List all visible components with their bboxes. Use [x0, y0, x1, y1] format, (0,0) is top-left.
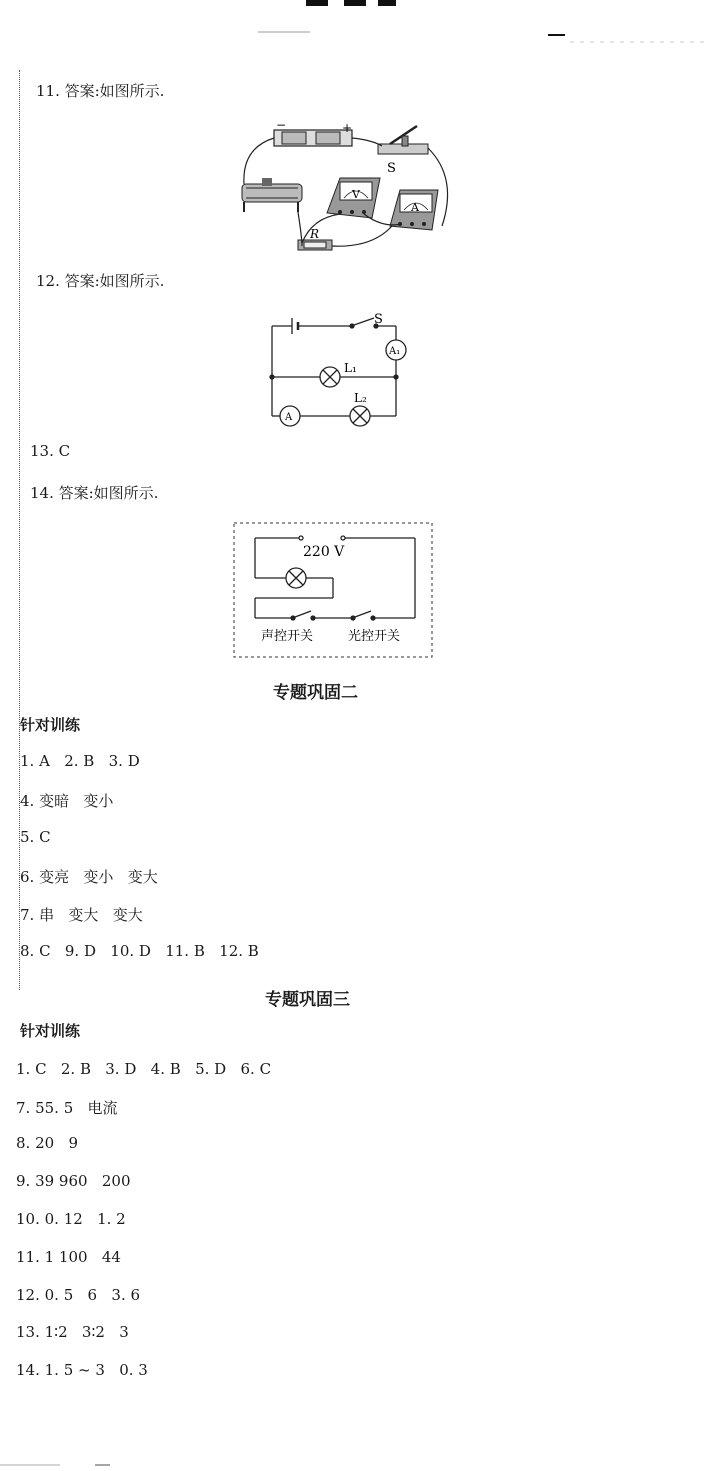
switch-s-label: S [374, 312, 383, 327]
section-2-line-3: 5. C [20, 828, 51, 846]
sound-switch-blade [295, 611, 311, 617]
ammeter-a-label: A [285, 412, 293, 423]
answer-12: 12. 答案:如图所示. [36, 272, 165, 290]
section-3-line-6: 11. 1 100 44 [16, 1248, 121, 1266]
section-3-line-9: 14. 1. 5 ~ 3 0. 3 [16, 1361, 148, 1379]
section-2-line-6: 8. C 9. D 10. D 11. B 12. B [20, 942, 259, 960]
knife-switch-icon [378, 126, 428, 154]
figure-11-circuit-apparatus [232, 118, 462, 260]
margin-dotted-line [19, 70, 20, 990]
battery-positive-label: + [342, 121, 353, 135]
page-top-scraps [0, 0, 717, 50]
light-switch-label: 光控开关 [348, 629, 401, 644]
switch-label: S [387, 161, 396, 176]
section-3-line-2: 7. 55. 5 电流 [16, 1099, 118, 1117]
lamp-l1-label: L₁ [344, 361, 357, 375]
lamp-l2-label: L₂ [354, 391, 367, 405]
section-2-line-1: 1. A 2. B 3. D [20, 752, 140, 770]
section-2-subtitle: 针对训练 [20, 716, 81, 734]
section-3-line-7: 12. 0. 5 6 3. 6 [16, 1286, 141, 1304]
section-3-title: 专题巩固三 [265, 990, 350, 1010]
figure-14-circuit-diagram [233, 522, 433, 660]
section-2-title: 专题巩固二 [273, 683, 358, 703]
light-switch-blade [355, 611, 371, 617]
section-3-line-4: 9. 39 960 200 [16, 1172, 131, 1190]
resistor-label: R [310, 227, 320, 241]
figure-12-circuit-diagram [262, 308, 412, 433]
battery-negative-label: − [276, 118, 287, 132]
section-3-subtitle: 针对训练 [20, 1022, 81, 1040]
page-bottom-edge [0, 1455, 717, 1471]
section-3-line-1: 1. C 2. B 3. D 4. B 5. D 6. C [16, 1060, 272, 1078]
voltage-label: 220 V [303, 544, 345, 560]
section-2-line-4: 6. 变亮 变小 变大 [20, 868, 158, 886]
voltmeter-label: V [352, 188, 360, 201]
ammeter-a1-label: A₁ [389, 346, 401, 357]
battery-icon [274, 130, 352, 146]
answer-14: 14. 答案:如图所示. [30, 484, 159, 502]
sound-switch-label: 声控开关 [261, 629, 314, 644]
section-2-line-5: 7. 串 变大 变大 [20, 906, 143, 924]
rheostat-icon [242, 178, 302, 212]
switch-blade [354, 318, 374, 325]
ammeter-label: A [411, 201, 419, 214]
section-2-line-2: 4. 变暗 变小 [20, 792, 114, 810]
section-3-line-3: 8. 20 9 [16, 1134, 79, 1152]
section-3-line-8: 13. 1∶2 3∶2 3 [16, 1323, 129, 1341]
answer-13: 13. C [30, 442, 71, 460]
answer-11: 11. 答案:如图所示. [36, 82, 165, 100]
section-3-line-5: 10. 0. 12 1. 2 [16, 1210, 126, 1228]
